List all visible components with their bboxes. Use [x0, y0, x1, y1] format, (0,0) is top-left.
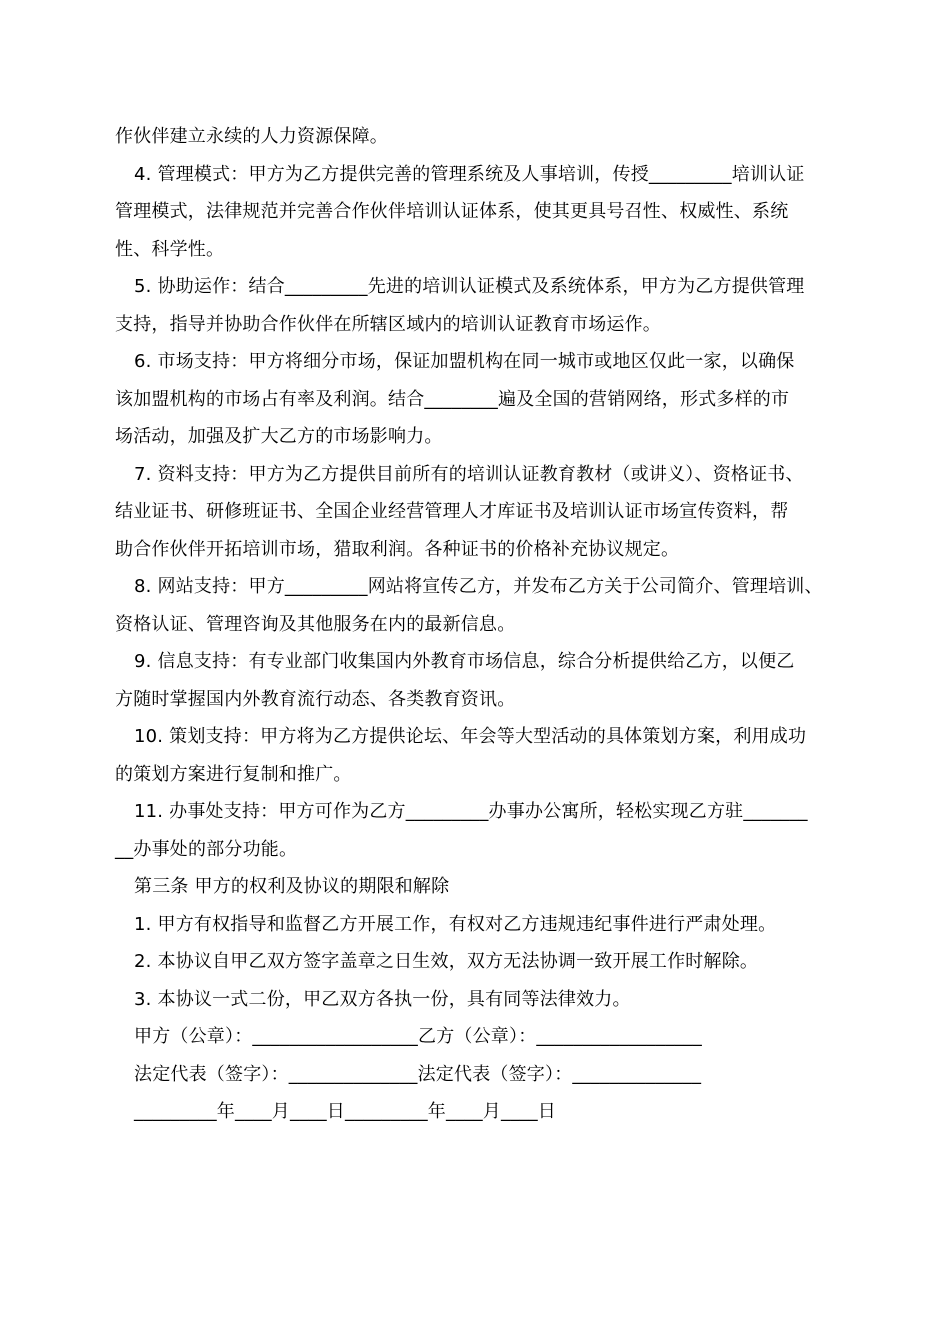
text-line: 2. 本协议自甲乙双方签字盖章之日生效，双方无法协调一致开展工作时解除。 [134, 951, 759, 972]
text-line: 9. 信息支持：有专业部门收集国内外教育市场信息，综合分析提供给乙方，以便乙 [134, 651, 795, 672]
text-line: 的策划方案进行复制和推广。 [115, 763, 352, 785]
text-line: 3. 本协议一式二份，甲乙双方各执一份，具有同等法律效力。 [134, 988, 631, 1010]
text-line: __办事处的部分功能。 [115, 838, 298, 860]
signature-line-representative: 法定代表（签字）：______________法定代表（签字）：______________ [134, 1063, 702, 1085]
signature-line-seal: 甲方（公章）：__________________乙方（公章）：__________________ [134, 1026, 702, 1047]
text-line: 8. 网站支持：甲方_________网站将宣传乙方，并发布乙方关于公司简介、管理培训、 [134, 576, 823, 597]
signature-line-date: _________年____月____日_________年____月____日 [134, 1101, 556, 1122]
text-line: 10. 策划支持：甲方将为乙方提供论坛、年会等大型活动的具体策划方案，利用成功 [134, 726, 807, 747]
document-body [115, 118, 845, 1131]
text-line: 助合作伙伴开拓培训市场，猎取利润。各种证书的价格补充协议规定。 [115, 538, 680, 560]
text-line: 方随时掌握国内外教育流行动态、各类教育资讯。 [115, 688, 516, 710]
text-line: 支持，指导并协助合作伙伴在所辖区域内的培训认证教育市场运作。 [115, 313, 661, 335]
text-line: 场活动，加强及扩大乙方的市场影响力。 [115, 426, 443, 447]
text-line: 管理模式，法律规范并完善合作伙伴培训认证体系，使其更具号召性、权威性、系统 [115, 201, 789, 222]
text-line: 作伙伴建立永续的人力资源保障。 [115, 126, 388, 147]
text-line: 5. 协助运作：结合_________先进的培训认证模式及系统体系，甲方为乙方提供管理 [134, 276, 805, 297]
text-line: 7. 资料支持：甲方为乙方提供目前所有的培训认证教育教材（或讲义）、资格证书、 [134, 463, 804, 485]
text-line: 结业证书、研修班证书、全国企业经营管理人才库证书及培训认证市场宣传资料，帮 [115, 501, 789, 522]
text-line: 1. 甲方有权指导和监督乙方开展工作，有权对乙方违规违纪事件进行严肃处理。 [134, 913, 777, 935]
text-line: 6. 市场支持：甲方将细分市场，保证加盟机构在同一城市或地区仅此一家，以确保 [134, 351, 795, 372]
text-line: 该加盟机构的市场占有率及利润。结合________遍及全国的营销网络，形式多样的市 [115, 388, 790, 410]
text-line: 4. 管理模式：甲方为乙方提供完善的管理系统及人事培训，传授_________培训认证 [134, 163, 805, 185]
section-heading: 第三条 甲方的权利及协议的期限和解除 [134, 876, 450, 897]
text-line: 11. 办事处支持：甲方可作为乙方_________办事办公寓所，轻松实现乙方驻_______ [134, 801, 808, 822]
text-line: 性、科学性。 [115, 238, 225, 260]
text-line: 资格认证、管理咨询及其他服务在内的最新信息。 [115, 613, 516, 635]
